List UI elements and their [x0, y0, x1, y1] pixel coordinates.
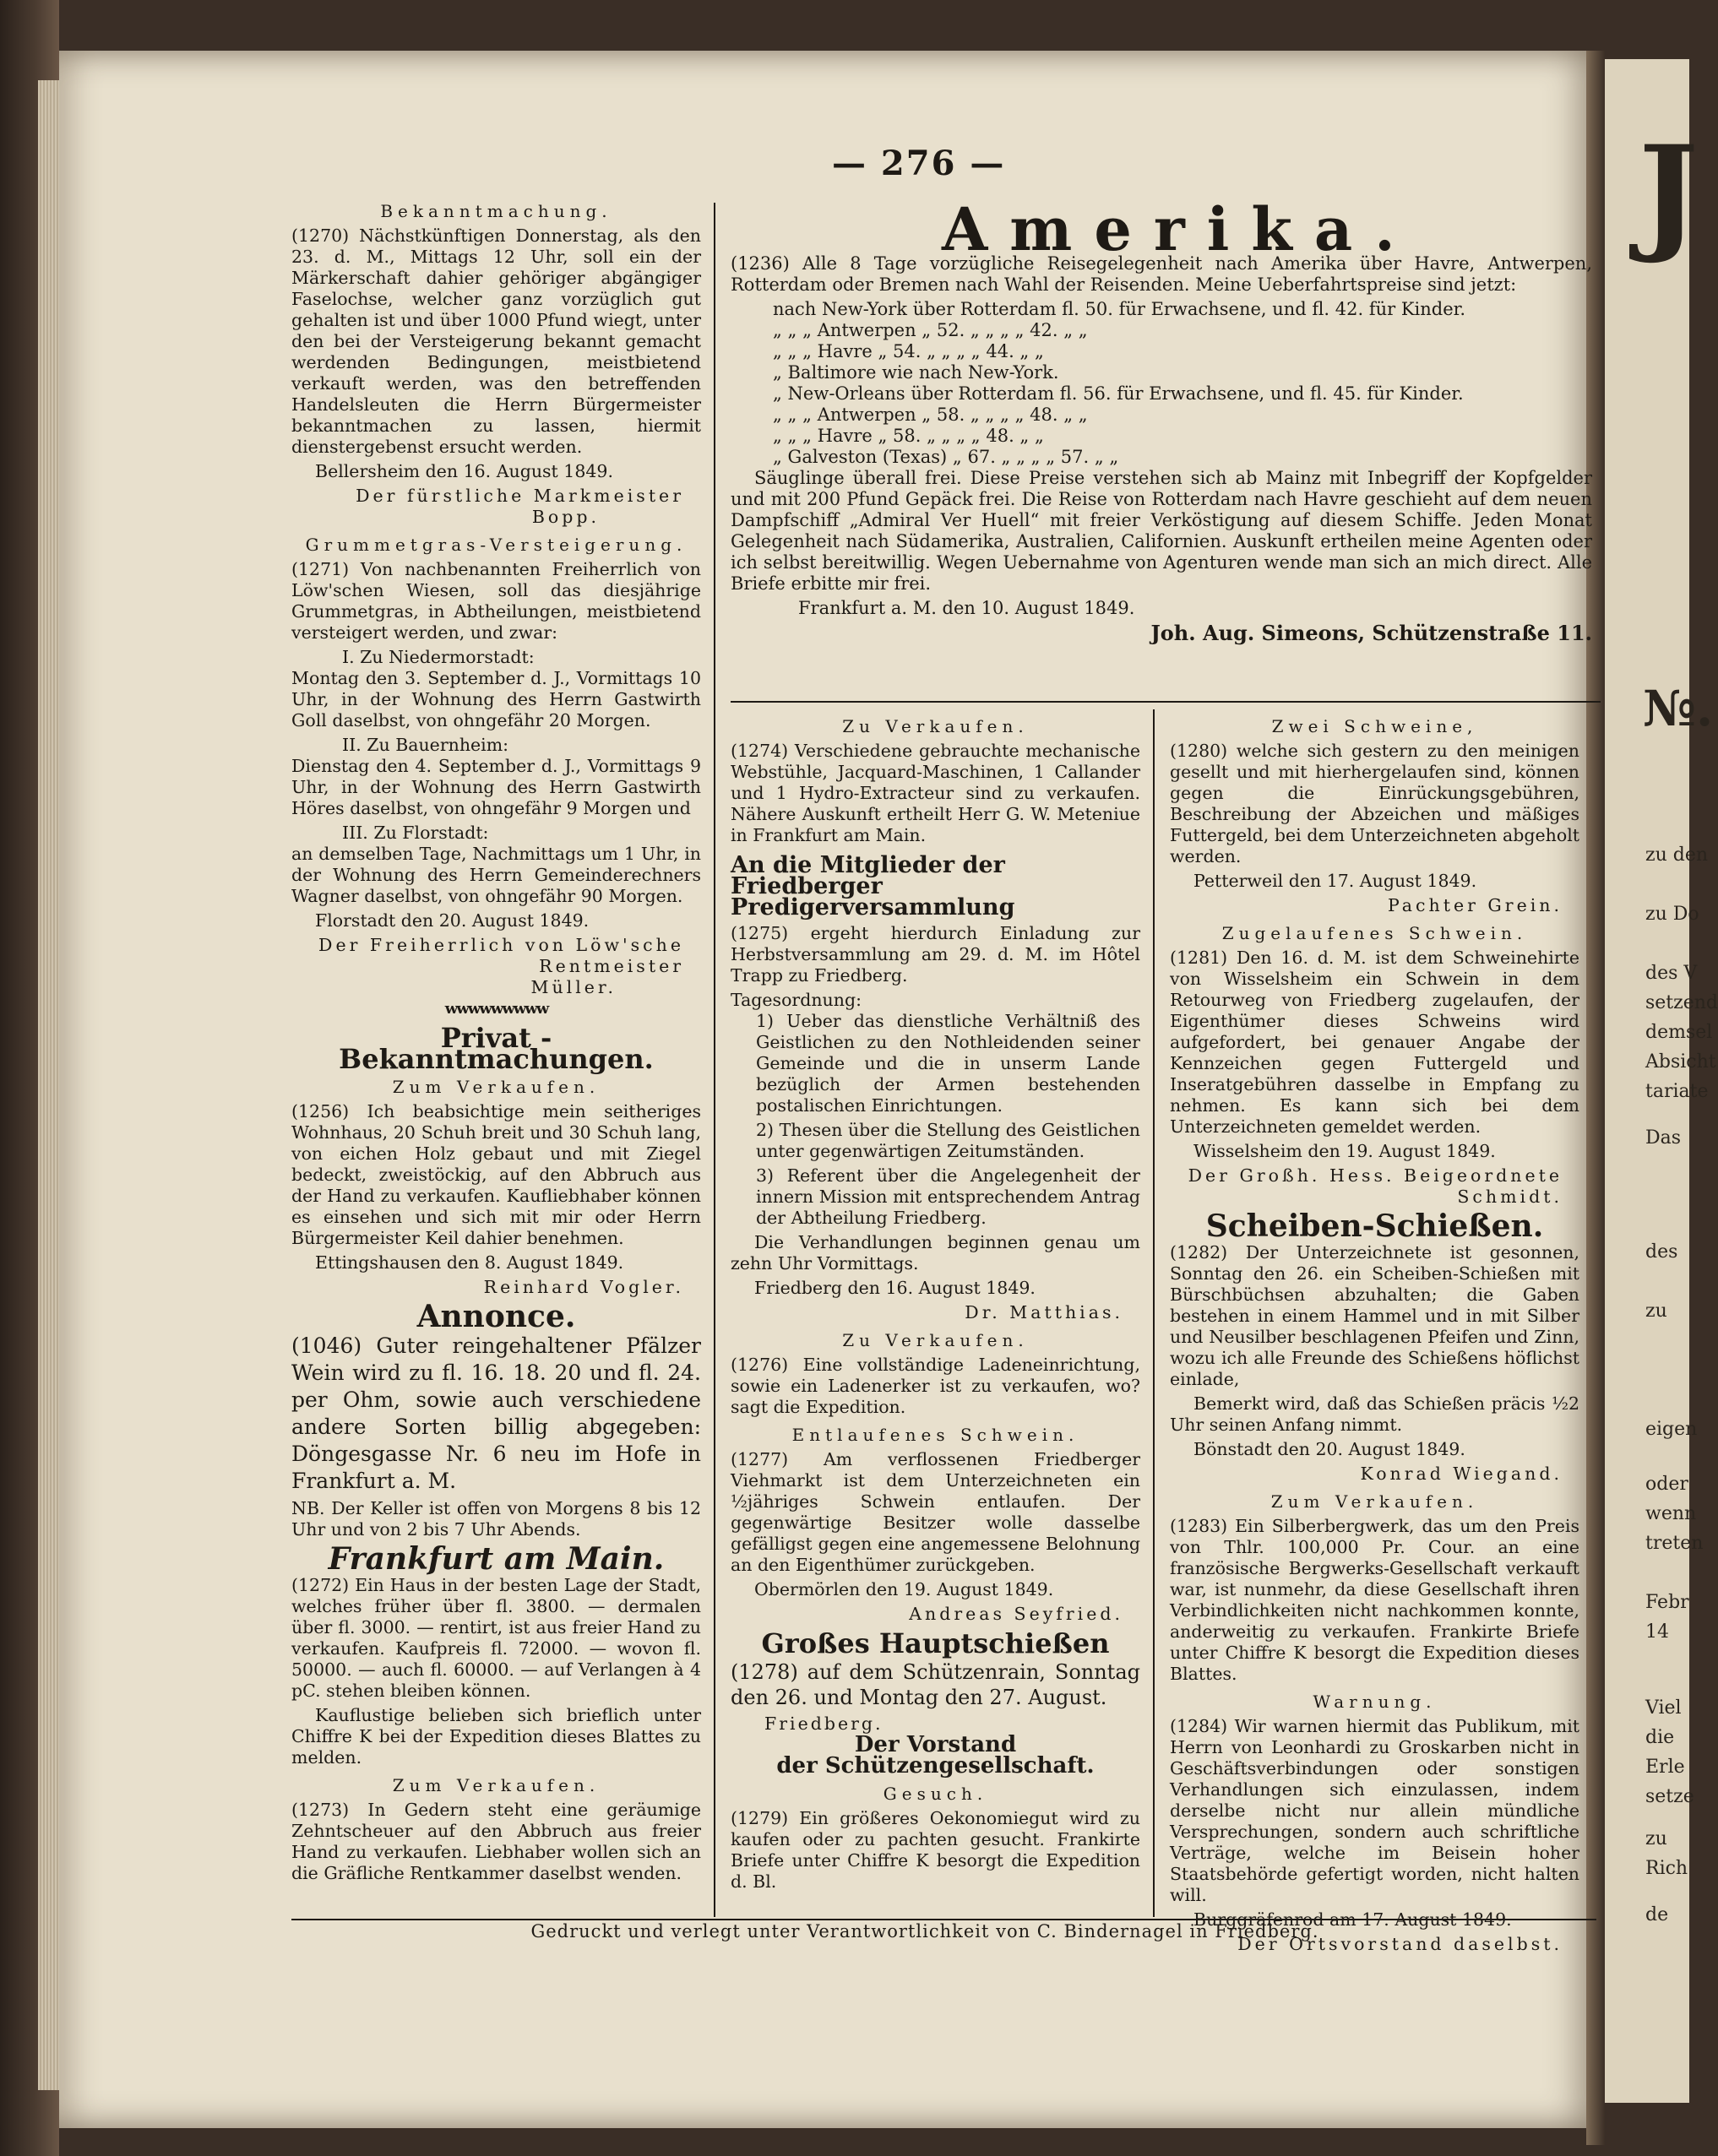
notice-1272-contact: Kauflustige belieben sich brieflich unter Chiffre K bei der Expedition dieses Blattes zu melden.	[291, 1705, 701, 1768]
notice-1270-signature-title: Der fürstliche Markmeister	[356, 486, 684, 506]
page-content	[291, 135, 1596, 1993]
facing-page	[1605, 59, 1718, 2103]
heading-zum-verkaufen-3: Zum Verkaufen.	[1270, 1491, 1479, 1512]
heading-gesuch: Gesuch.	[883, 1784, 988, 1804]
notice-1280-signature: Pachter Grein.	[1387, 895, 1563, 915]
notice-1282-date: Bönstadt den 20. August 1849.	[1193, 1439, 1465, 1459]
notice-1046: (1046) Guter reingehaltener Pfälzer Wein wird zu fl. 16. 18. 20 und fl. 24. per Ohm, sowie auch verschiedene andere Sorten billig abgegeben: Döngesgasse Nr. 6 neu im Hofe in Frankfurt a. M.	[291, 1333, 701, 1493]
heading-scheiben-schiessen: Scheiben-Schießen.	[1205, 1208, 1544, 1244]
notice-1046-nb: NB. Der Keller ist offen von Morgens 8 bis 12 Uhr und von 2 bis 7 Uhr Abends.	[291, 1498, 701, 1540]
notice-1271-section-3: III. Zu Florstadt:	[342, 823, 489, 843]
notice-1284: (1284) Wir warnen hiermit das Publikum, mit Herrn von Leonhardi zu Groskarben nicht in Geschäftsverbindungen oder sonstigen Verhandlungen sich einzulassen, indem derselbe nicht nur allein mündliche Versprechungen, sondern auch schriftliche Verträge, welche im Beisein hoher Staatsbehörde gefertigt worden, nicht halten will.	[1170, 1716, 1579, 1905]
heading-predigerversammlung: An die Mitglieder der Friedberger Predigerversammlung	[731, 852, 1015, 921]
amerika-rate-row: „ „ „ Antwerpen „ 58. „ „ „ „ 48. „ „	[773, 405, 1088, 425]
amerika-signer: Joh. Aug. Simeons, Schützenstraße 11.	[1150, 621, 1592, 645]
amerika-ad	[731, 253, 1592, 647]
notice-1271-section-3-text: an demselben Tage, Nachmittags um 1 Uhr, in der Wohnung des Herrn Gemeinderechners Wagner daselbst, von ohngefähr 90 Morgen.	[291, 844, 701, 906]
notice-1272: (1272) Ein Haus in der besten Lage der Stadt, welches früher über fl. 3800. — dermalen über fl. 3000. — rentirt, ist aus freier Hand zu verkaufen. Kaufpreis fl. 72000. — wovon fl. 50000. — auch fl. 60000. — auf Verlangen à 4 pC. stehen bleiben können.	[291, 1575, 701, 1701]
facing-page-text-fragment: setzend	[1645, 992, 1718, 1013]
notice-1271-section-2-text: Dienstag den 4. September d. J., Vormittags 9 Uhr, in der Wohnung des Herrn Gastwirth Höres daselbst, von ohngefähr 9 Morgen und	[291, 756, 701, 818]
notice-1278-signature-2: der Schützengesellschaft.	[776, 1753, 1095, 1779]
facing-page-text-fragment: 14	[1645, 1621, 1669, 1643]
notice-1271-signature: Müller.	[530, 977, 617, 997]
notice-1282-note: Bemerkt wird, daß das Schießen präcis ½2 Uhr seinen Anfang nimmt.	[1170, 1393, 1579, 1435]
facing-page-text-fragment: zu den	[1645, 844, 1709, 866]
notice-1279: (1279) Ein größeres Oekonomiegut wird zu kaufen oder zu pachten gesucht. Frankirte Briefe unter Chiffre K besorgt die Expedition d. Bl.	[731, 1808, 1140, 1892]
facing-page-text-fragment: demsel	[1645, 1022, 1713, 1043]
notice-1256-date: Ettingshausen den 8. August 1849.	[315, 1252, 624, 1273]
facing-page-text-fragment: Absicht	[1645, 1051, 1716, 1073]
heading-bekanntmachung: Bekanntmachung.	[380, 201, 612, 221]
notice-1281-date: Wisselsheim den 19. August 1849.	[1193, 1141, 1496, 1161]
notice-1270: (1270) Nächstkünftigen Donnerstag, als den 23. d. M., Mittags 12 Uhr, soll ein der Märkerschaft dahier gehöriger abgängiger Faselochse, welcher ganz vorzüglich gut gehalten ist und über 1000 Pfund wiegt, unter den bei der Versteigerung bekannt gemacht werdenden Bedingungen, meistbietend verkauft werden, was den betreffenden Handelsleuten die Herrn Bürgermeister bekanntmachen zu lassen, hiermit dienstergebenst ersucht werden.	[291, 225, 701, 457]
heading-frankfurt-am-main: Frankfurt am Main.	[328, 1541, 665, 1577]
heading-entlaufenes-schwein: Entlaufenes Schwein.	[791, 1425, 1079, 1445]
facing-page-text-fragment: tariate	[1645, 1081, 1709, 1102]
heading-zwei-schweine: Zwei Schweine,	[1271, 716, 1478, 736]
facing-page-text-fragment: oder	[1645, 1474, 1688, 1495]
facing-page-text-fragment: Viel	[1645, 1697, 1682, 1719]
heading-zum-verkaufen-2: Zum Verkaufen.	[392, 1775, 601, 1795]
printer-imprint: Gedruckt und verlegt unter Verantwortlichkeit von C. Bindernagel in Friedberg.	[530, 1921, 1319, 1941]
notice-1281: (1281) Den 16. d. M. ist dem Schweinehirte von Wisselsheim ein Schwein in dem Retourweg von Friedberg zugelaufen, der Eigenthümer dieses Schweins wird aufgefordert, bei genauer Angabe der Kennzeichen gegen Futtergeld und Inseratgebühren dasselbe in Empfang zu nehmen. Es kann sich bei dem Unterzeichneten gemeldet werden.	[1170, 948, 1579, 1137]
agenda-title: Tagesordnung:	[731, 990, 862, 1010]
notice-1275-signature: Dr. Matthias.	[965, 1302, 1123, 1322]
amerika-rate-row: „ „ „ Havre „ 54. „ „ „ „ 44. „ „	[773, 341, 1044, 361]
agenda-item-3: 3) Referent über die Angelegenheit der innern Mission mit entsprechendem Antrag der Abtheilung Friedberg.	[756, 1165, 1140, 1228]
notice-1271-section-1: I. Zu Niedermorstadt:	[342, 647, 535, 667]
notice-1277-date: Obermörlen den 19. August 1849.	[754, 1579, 1054, 1599]
notice-1256: (1256) Ich beabsichtige mein seitheriges Wohnhaus, 20 Schuh breit und 30 Schuh lang, von eichen Holz gebaut und mit Ziegel bedeckt, zweistöckig, auf den Abbruch aus der Hand zu verkaufen. Kaufliebhaber können es einsehen und sich mit mir oder Herrn Bürgermeister Keil dahier benehmen.	[291, 1101, 701, 1248]
agenda-item-1: 1) Ueber das dienstliche Verhältniß des Geistlichen zu den Nothleidenden seiner Gemeinde und die in unserm Lande bezüglich der Armen bestehenden postalischen Einrichtungen.	[756, 1011, 1140, 1116]
amerika-intro: (1236) Alle 8 Tage vorzügliche Reisegelegenheit nach Amerika über Havre, Antwerpen, Rotterdam oder Bremen nach Wahl der Reisenden. Meine Ueberfahrtspreise sind jetzt:	[731, 253, 1592, 295]
amerika-headline: Amerika.	[942, 194, 1417, 264]
amerika-rate-row: nach New-York über Rotterdam fl. 50. für Erwachsene, und fl. 42. für Kinder.	[773, 299, 1466, 319]
amerika-rate-row: „ New-Orleans über Rotterdam fl. 56. für Erwachsene, und fl. 45. für Kinder.	[773, 383, 1464, 404]
notice-1275-date: Friedberg den 16. August 1849.	[754, 1278, 1036, 1298]
heading-hauptschiessen: Großes Hauptschießen	[761, 1627, 1110, 1659]
notice-1277-signature: Andreas Seyfried.	[909, 1604, 1123, 1624]
facing-page-text-fragment: de	[1645, 1904, 1669, 1925]
heading-annonce: Annonce.	[416, 1299, 576, 1334]
facing-page-text-fragment: des	[1645, 1241, 1678, 1263]
notice-1282: (1282) Der Unterzeichnete ist gesonnen, Sonntag den 26. ein Scheiben-Schießen mit Bürschbüchsen abzuhalten; die Gaben bestehen in einem Hammel und in mit Silber und Neusilber beschlagenen Pfeifen und Zinn, wozu ich alle Freunde des Schießens höflichst einlade,	[1170, 1242, 1579, 1389]
heading-privat-bekanntmachungen: Privat - Bekanntmachungen.	[339, 1022, 654, 1075]
notice-1275: (1275) ergeht hierdurch Einladung zur Herbstversammlung am 29. d. M. im Hôtel Trapp zu Friedberg.	[731, 923, 1140, 986]
facing-page-text-fragment: Rich	[1645, 1858, 1688, 1879]
notice-1271-section-2: II. Zu Bauernheim:	[342, 735, 509, 755]
heading-zugelaufenes-schwein: Zugelaufenes Schwein.	[1221, 923, 1528, 943]
notice-1271-signature-title: Der Freiherrlich von Löw'sche Rentmeister	[318, 935, 684, 976]
heading-warnung: Warnung.	[1313, 1692, 1437, 1712]
amerika-rate-row: „ „ „ Havre „ 58. „ „ „ „ 48. „ „	[773, 426, 1044, 446]
page-number: — 276 —	[832, 144, 1006, 183]
notice-1281-signature: Der Großh. Hess. Beigeordnete Schmidt.	[1188, 1165, 1563, 1207]
notice-1284-signature: Der Ortsvorstand daselbst.	[1237, 1934, 1563, 1954]
facing-page-text-fragment: Das	[1645, 1127, 1682, 1149]
column-left	[291, 194, 701, 1887]
amerika-rate-row: „ „ „ Antwerpen „ 52. „ „ „ „ 42. „ „	[773, 320, 1088, 340]
notice-1280-date: Petterweil den 17. August 1849.	[1193, 871, 1477, 891]
notice-1270-signature: Bopp.	[531, 507, 600, 527]
notice-1275-time: Die Verhandlungen beginnen genau um zehn Uhr Vormittags.	[731, 1232, 1140, 1274]
agenda-item-2: 2) Thesen über die Stellung des Geistlichen unter gegenwärtigen Zeitumständen.	[756, 1120, 1140, 1161]
facing-page-text-fragment: zu	[1645, 1828, 1667, 1849]
notice-1278-place: Friedberg.	[764, 1713, 883, 1734]
amerika-bottom-rule	[731, 701, 1601, 703]
notice-1271-section-1-text: Montag den 3. September d. J., Vormittags 10 Uhr, in der Wohnung des Herrn Gastwirth Goll daselbst, von ohngefähr 20 Morgen.	[291, 668, 701, 730]
facing-page-number-sign: №.	[1643, 680, 1714, 737]
notice-1278-signature-1: Der Vorstand	[854, 1732, 1017, 1757]
facing-page-text-fragment: wenn	[1645, 1503, 1697, 1524]
notice-1283: (1283) Ein Silberbergwerk, das um den Preis von Thlr. 100,000 Pr. Cour. an eine französische Bergwerks-Gesellschaft verkauft war, ist nunmehr, da diese Gesellschaft ihren Verbindlichkeiten nicht nachkommen konnte, anderweitig zu verkaufen. Frankirte Briefe unter Chiffre K besorgt die Expedition dieses Blattes.	[1170, 1516, 1579, 1684]
facing-page-text-fragment: des V	[1645, 963, 1698, 984]
column-rule-2	[1153, 709, 1155, 1917]
notice-1271-date: Florstadt den 20. August 1849.	[315, 910, 590, 931]
facing-page-text-fragment: zu Do	[1645, 904, 1699, 925]
facing-page-text-fragment: setze	[1645, 1786, 1694, 1807]
notice-1256-signature: Reinhard Vogler.	[483, 1277, 684, 1297]
amerika-text: Säuglinge überall frei. Diese Preise verstehen sich ab Mainz mit Inbegriff der Kopfgelder und mit 200 Pfund Gepäck frei. Die Reise von Rotterdam nach Havre geschieht auf dem neuen Dampfschiff „Admiral Ver Huell“ mit freier Verköstigung auf diesem Schiffe. Jeden Monat Gelegenheit nach Südamerika, Australien, Californien. Auskunft ertheilen meine Agenten oder ich selbst bereitwillig. Wegen Uebernahme von Agenturen wende man sich an mich direct. Alle Briefe erbitte mir frei.	[731, 468, 1592, 594]
notice-1276: (1276) Eine vollständige Ladeneinrichtung, sowie ein Ladenerker ist zu verkaufen, wo? sagt die Expedition.	[731, 1355, 1140, 1417]
facing-page-initial: J	[1639, 118, 1699, 267]
facing-page-text-fragment: treten	[1645, 1533, 1704, 1554]
column-middle	[731, 709, 1140, 1896]
facing-page-text-fragment: Erle	[1645, 1757, 1685, 1778]
heading-zum-verkaufen: Zum Verkaufen.	[392, 1077, 601, 1097]
amerika-date: Frankfurt a. M. den 10. August 1849.	[798, 598, 1135, 618]
facing-page-text-fragment: zu	[1645, 1301, 1667, 1322]
heading-grummetgras: Grummetgras-Versteigerung.	[305, 535, 688, 555]
facing-page-text-fragment: Febr	[1645, 1592, 1689, 1613]
amerika-rate-row: „ Baltimore wie nach New-York.	[773, 362, 1059, 383]
notice-1271: (1271) Von nachbenannten Freiherrlich von Löw'schen Wiesen, soll das diesjährige Grummetgras, in Abtheilungen, meistbietend versteigert werden, und zwar:	[291, 559, 701, 643]
facing-page-text-fragment: eigen	[1645, 1419, 1698, 1440]
amerika-rate-row: „ Galveston (Texas) „ 67. „ „ „ „ 57. „ „	[773, 447, 1119, 467]
facing-page-text-fragment: die	[1645, 1727, 1675, 1748]
column-right	[1170, 709, 1579, 1955]
notice-1270-date: Bellersheim den 16. August 1849.	[315, 461, 613, 481]
notice-1280: (1280) welche sich gestern zu den meinigen gesellt und mit hierhergelaufen sind, können gegen die Einrückungsgebühren, Beschreibung der Abzeichen und mäßiges Futtergeld, bei dem Unterzeichneten abgeholt werden.	[1170, 741, 1579, 866]
ornament-divider: wwwwwwwww	[444, 1000, 548, 1018]
notice-1278: (1278) auf dem Schützenrain, Sonntag den 26. und Montag den 27. August.	[731, 1660, 1140, 1709]
heading-zu-verkaufen: Zu Verkaufen.	[842, 716, 1029, 736]
heading-zu-verkaufen-2: Zu Verkaufen.	[842, 1330, 1029, 1350]
column-rule-1	[714, 203, 715, 1917]
notice-1277: (1277) Am verflossenen Friedberger Viehmarkt ist dem Unterzeichneten ein ½jähriges Schwein entlaufen. Der gegenwärtige Besitzer wolle dasselbe gefälligst gegen eine angemessene Belohnung an den Eigenthümer zurückgeben.	[731, 1449, 1140, 1575]
notice-1284-date: Burggräfenrod am 17. August 1849.	[1193, 1909, 1512, 1930]
notice-1273: (1273) In Gedern steht eine geräumige Zehntscheuer auf den Abbruch aus freier Hand zu verkaufen. Liebhaber wollen sich an die Gräfliche Rentkammer daselbst wenden.	[291, 1800, 701, 1883]
notice-1274: (1274) Verschiedene gebrauchte mechanische Webstühle, Jacquard-Maschinen, 1 Callander und 1 Hydro-Extracteur sind zu verkaufen. Nähere Auskunft ertheilt Herr G. W. Meteniue in Frankfurt am Main.	[731, 741, 1140, 845]
notice-1282-signature: Konrad Wiegand.	[1360, 1464, 1563, 1484]
